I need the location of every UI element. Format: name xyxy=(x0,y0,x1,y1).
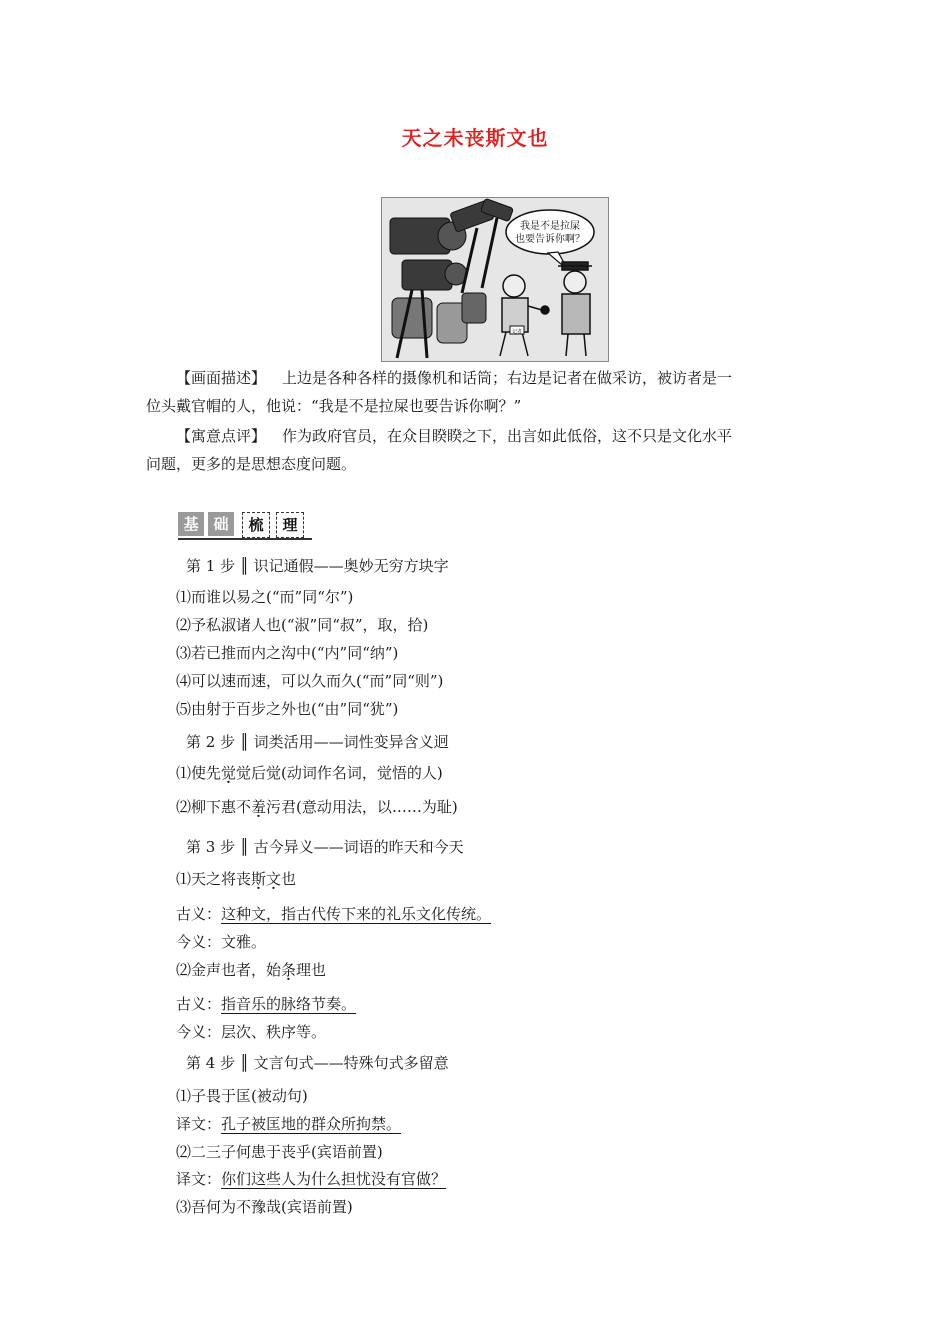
huoyong-2-emphasis: 羞 xyxy=(251,798,267,816)
guji-2-text-b: 理也 xyxy=(296,961,327,979)
guji-1-gu xyxy=(176,904,491,924)
tongjia-item-2: ⑵予私淑诸人也(“淑”同“叔”，取，拾) xyxy=(176,616,429,634)
tongjia-item-3: ⑶若已推而内之沟中(“内”同“纳”) xyxy=(176,644,399,662)
jushi-item-1: ⑴子畏于匡(被动句) xyxy=(176,1087,308,1105)
tongjia-item-1: ⑴而谁以易之(“而”同“尔”) xyxy=(176,588,354,606)
guji-1-text-a: ⑴天之将丧 xyxy=(176,870,252,888)
huoyong-1-emphasis: 觉 xyxy=(221,764,237,782)
guji-1-gu-answer: 这种文，指古代传下来的礼乐文化传统。 xyxy=(221,905,492,923)
guji-2-text-a: ⑵金声也者，始 xyxy=(176,961,282,979)
huoyong-1-text-b: 觉后觉(动词作名词，觉悟的人) xyxy=(236,764,443,782)
step-3-heading: 第 3 步 ║ 古今异义——词语的昨天和今天 xyxy=(186,838,464,856)
huoyong-2-text-b: 污君(意动用法，以……为耻) xyxy=(266,798,458,816)
cartoon-illustration xyxy=(381,197,609,362)
step-1-heading: 第 1 步 ║ 识记通假——奥妙无穷方块字 xyxy=(186,557,449,575)
guji-1-gu-label: 古义： xyxy=(176,905,222,923)
guji-2-gu xyxy=(176,994,356,1014)
huoyong-2-text-a: ⑵柳下惠不 xyxy=(176,798,252,816)
comment-text-2: 问题，更多的是思想态度问题。 xyxy=(146,455,357,473)
guji-1-emphasis-1: 斯 xyxy=(251,870,267,888)
jushi-2-answer: 你们这些人为什么担忧没有官做？ xyxy=(221,1170,447,1188)
guji-2-jin: 今义：层次、秩序等。 xyxy=(176,1023,327,1041)
badge-char-3: 梳 xyxy=(242,512,270,538)
guji-1-text-b: 也 xyxy=(281,870,297,888)
guji-2-gu-answer: 指音乐的脉络节奏。 xyxy=(221,995,357,1013)
tongjia-item-5: ⑸由射于百步之外也(“由”同“犹”) xyxy=(176,700,399,718)
badge-char-2: 础 xyxy=(208,512,234,536)
jushi-2-label: 译文： xyxy=(176,1170,222,1188)
cartoon-drawing xyxy=(382,198,608,361)
guji-2-gu-label: 古义： xyxy=(176,995,222,1013)
speech-line-2: 也要告诉你啊？ xyxy=(515,234,585,245)
huoyong-item-2 xyxy=(176,797,458,817)
page-title: 天之未丧斯文也 xyxy=(401,126,549,150)
comment-text-1: 作为政府官员，在众目睽睽之下，出言如此低俗，这不只是文化水平 xyxy=(282,427,733,445)
jushi-1-translation xyxy=(176,1114,401,1134)
description-label: 【画面描述】 xyxy=(176,369,267,387)
guji-1-jin: 今义：文雅。 xyxy=(176,933,267,951)
step-2-heading: 第 2 步 ║ 词类活用——词性变异含义迥 xyxy=(186,733,449,751)
jushi-2-translation xyxy=(176,1169,446,1189)
reporter-badge: 记者 xyxy=(511,329,523,335)
guji-2-emphasis: 条 xyxy=(281,961,297,979)
guji-1-emphasis-2: 文 xyxy=(266,870,282,888)
jushi-item-2: ⑵二三子何患于丧乎(宾语前置) xyxy=(176,1143,383,1161)
guji-item-1 xyxy=(176,869,296,889)
comment-paragraph xyxy=(146,422,806,478)
huoyong-item-1 xyxy=(176,763,443,783)
step-4-heading: 第 4 步 ║ 文言句式——特殊句式多留意 xyxy=(186,1054,449,1072)
description-text-2: 位头戴官帽的人，他说：“我是不是拉屎也要告诉你啊？” xyxy=(146,397,522,415)
huoyong-1-text-a: ⑴使先 xyxy=(176,764,222,782)
guji-item-2 xyxy=(176,960,326,980)
description-text-1: 上边是各种各样的摄像机和话筒；右边是记者在做采访，被访者是一 xyxy=(282,369,733,387)
section-badge xyxy=(178,512,312,538)
comment-label: 【寓意点评】 xyxy=(176,427,267,445)
badge-char-4: 理 xyxy=(276,512,304,538)
description-paragraph xyxy=(146,364,806,420)
speech-line-1: 我是不是拉屎 xyxy=(520,221,580,232)
jushi-1-answer: 孔子被匡地的群众所拘禁。 xyxy=(221,1115,402,1133)
jushi-item-3: ⑶吾何为不豫哉(宾语前置) xyxy=(176,1198,353,1216)
jushi-1-label: 译文： xyxy=(176,1115,222,1133)
badge-char-1: 基 xyxy=(178,512,204,536)
badge-underline xyxy=(178,538,312,540)
tongjia-item-4: ⑷可以速而速，可以久而久(“而”同“则”) xyxy=(176,672,444,690)
